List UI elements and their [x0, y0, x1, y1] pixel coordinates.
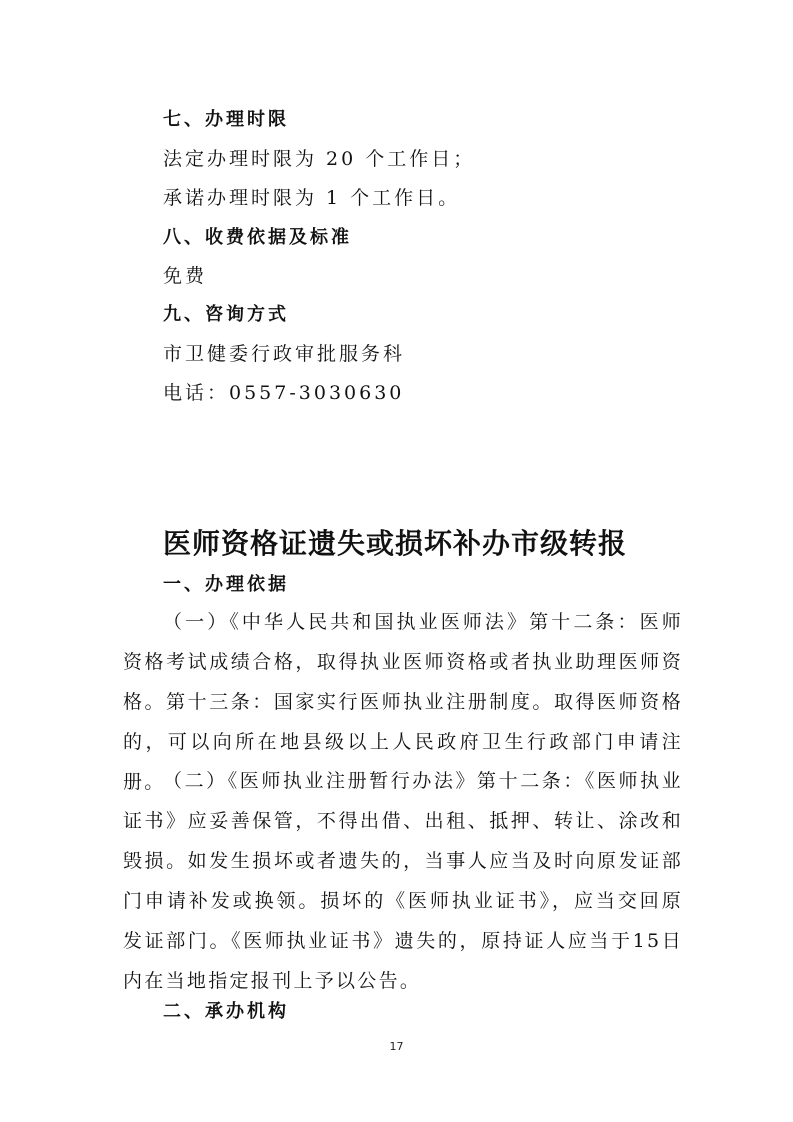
section-heading-fees: 八、收费依据及标准 [163, 227, 352, 248]
statutory-time-limit: 法定办理时限为 20 个工作日； [163, 148, 476, 170]
section-heading-consultation: 九、咨询方式 [163, 304, 289, 325]
page-number: 17 [389, 1040, 404, 1053]
fee-value: 免费 [163, 265, 208, 287]
document-title: 医师资格证遗失或损坏补办市级转报 [163, 527, 628, 560]
consultation-phone: 电话：0557-3030630 [163, 382, 405, 404]
section-heading-time-limit: 七、办理时限 [163, 109, 289, 130]
legal-basis-paragraph-2: （二）《医师执业注册暂行办法》第十二条：《医师执业证书》应妥善保管，不得出借、出租、抵押、转让、涂改和毁损。如发生损坏或者遗失的，当事人应当及时向原发证部门申请补发或换领。损坏的《医师执业证书》，应当交回原发证部门。《医师执业证书》遗失的，原持证人应当于15日内在当地指定报刊上予以公告。 [123, 770, 683, 992]
consultation-office: 市卫健委行政审批服务科 [163, 343, 406, 365]
promised-time-limit: 承诺办理时限为 1 个工作日。 [163, 187, 461, 209]
legal-basis-paragraph-1: （一）《中华人民共和国执业医师法》第十二条：医师资格考试成绩合格，取得执业医师资格或者执业助理医师资格。第十三条：国家实行医师执业注册制度。取得医师资格的，可以向所在地县级以上人民政府卫生行政部门申请注册。 [123, 611, 683, 793]
section-heading-handling-agency: 二、承办机构 [163, 1001, 289, 1022]
section-heading-legal-basis: 一、办理依据 [163, 574, 289, 595]
